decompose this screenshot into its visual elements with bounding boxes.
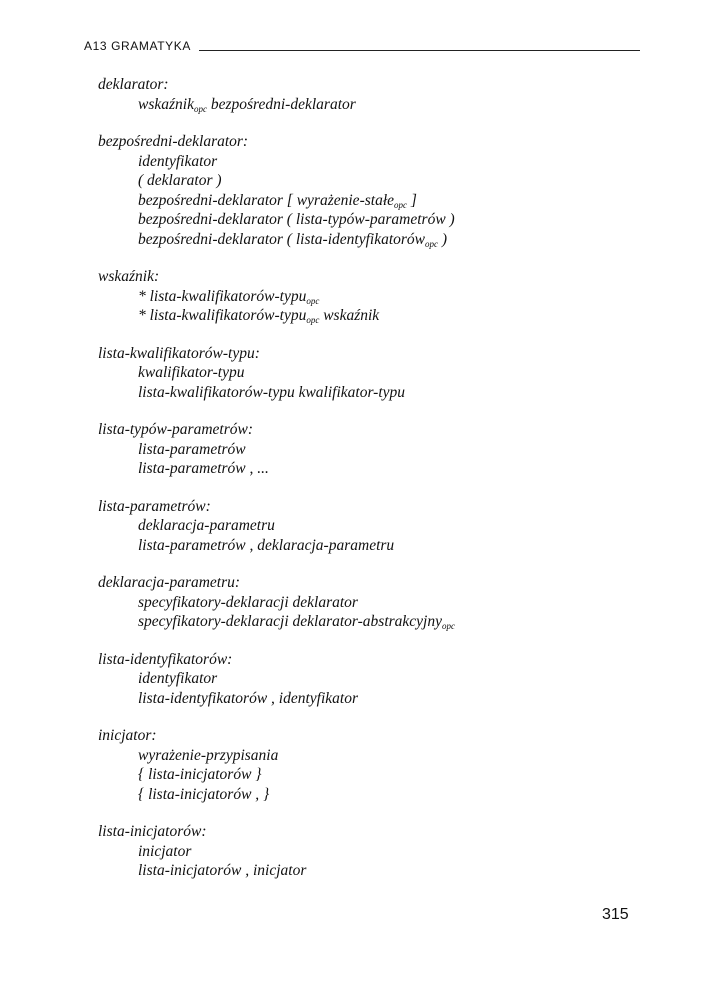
alternative-text: { lista-inicjatorów , }: [138, 785, 270, 803]
alternative-text: * lista-kwalifikatorów-typu: [138, 287, 307, 305]
grammar-rule: [98, 132, 638, 249]
rule-alternative: [98, 516, 638, 536]
alternative-text: wskaźnik: [138, 95, 194, 113]
rule-head: lista-typów-parametrów:: [98, 421, 253, 438]
rule-alternative: [98, 861, 638, 881]
alternative-text: deklaracja-parametru: [138, 517, 275, 534]
rule-alternative: [98, 842, 638, 862]
rule-alternative: [98, 593, 638, 613]
alternative-text: lista-parametrów: [138, 440, 246, 458]
rule-alternative: [98, 765, 638, 785]
alternative-text: identyfikator: [138, 670, 218, 687]
rule-alternative: [98, 785, 638, 805]
rule-alternative: [98, 230, 638, 250]
rule-head: inicjator:: [98, 727, 157, 744]
alternative-text: bezpośredni-deklarator ( lista-identyfikatorów: [138, 230, 425, 248]
optional-marker: opc: [394, 199, 407, 210]
alternative-text-rest: wskaźnik: [319, 307, 380, 324]
alternative-text: lista-parametrów , ...: [138, 460, 269, 477]
grammar-rule: [98, 726, 638, 804]
rule-alternative: [98, 669, 638, 689]
alternative-text: lista-kwalifikatorów-typu kwalifikator-typu: [138, 383, 406, 401]
grammar-rule: [98, 650, 638, 709]
grammar-rule: [98, 344, 638, 403]
rule-head: lista-kwalifikatorów-typu:: [98, 344, 260, 362]
page-number: 315: [602, 906, 629, 923]
rule-head: lista-parametrów:: [98, 497, 211, 515]
rule-alternative: [98, 746, 638, 766]
alternative-text-rest: ): [438, 230, 448, 248]
optional-marker: opc: [425, 238, 438, 249]
rule-alternative: [98, 689, 638, 709]
running-header: [84, 37, 640, 53]
rule-head: lista-identyfikatorów:: [98, 650, 233, 668]
alternative-text: kwalifikator-typu: [138, 364, 245, 381]
alternative-text: specyfikatory-deklaracji deklarator-abstrakcyjny: [138, 613, 442, 630]
rule-alternative: [98, 287, 638, 307]
rule-alternative: [98, 171, 638, 191]
rule-alternative: [98, 191, 638, 211]
alternative-text: { lista-inicjatorów }: [138, 766, 262, 783]
grammar-rule: [98, 420, 638, 479]
rule-alternative: [98, 95, 638, 115]
rule-alternative: [98, 152, 638, 172]
optional-marker: opc: [442, 621, 455, 631]
optional-marker: opc: [306, 315, 320, 325]
alternative-text: specyfikatory-deklaracji deklarator: [138, 593, 358, 611]
optional-marker: opc: [306, 295, 320, 306]
grammar-rule: [98, 75, 638, 114]
section-title: A13 GRAMATYKA: [84, 39, 191, 53]
rule-head: wskaźnik:: [98, 268, 160, 285]
grammar-rule: [98, 822, 638, 881]
rule-head: deklaracja-parametru:: [98, 574, 241, 591]
alternative-text: lista-identyfikatorów , identyfikator: [138, 689, 358, 707]
grammar-rule: [98, 497, 638, 556]
alternative-text: bezpośredni-deklarator ( lista-typów-parametrów ): [138, 211, 455, 228]
rule-alternative: [98, 440, 638, 460]
rule-alternative: [98, 383, 638, 403]
alternative-text: ( deklarator ): [138, 172, 222, 189]
alternative-text: inicjator: [138, 842, 192, 860]
rule-alternative: [98, 536, 638, 556]
alternative-text-rest: bezpośredni-deklarator: [206, 95, 356, 113]
rule-alternative: [98, 363, 638, 383]
alternative-text: lista-parametrów , deklaracja-parametru: [138, 536, 395, 554]
rule-head: deklarator:: [98, 76, 169, 93]
alternative-text: identyfikator: [138, 152, 218, 170]
rule-head: lista-inicjatorów:: [98, 823, 207, 840]
alternative-text: * lista-kwalifikatorów-typu: [138, 307, 307, 324]
rule-alternative: [98, 210, 638, 230]
header-rule: [199, 50, 640, 51]
grammar-rule: [98, 573, 638, 632]
rule-alternative: [98, 306, 638, 326]
alternative-text: wyrażenie-przypisania: [138, 746, 279, 764]
optional-marker: opc: [193, 103, 207, 114]
rule-alternative: [98, 612, 638, 632]
alternative-text: lista-inicjatorów , inicjator: [138, 862, 307, 879]
rule-head: bezpośredni-deklarator:: [98, 133, 249, 150]
rule-alternative: [98, 459, 638, 479]
grammar-productions: [98, 75, 638, 881]
alternative-text-rest: ]: [407, 191, 417, 209]
alternative-text: bezpośredni-deklarator [ wyrażenie-stałe: [138, 191, 394, 209]
grammar-rule: [98, 267, 638, 326]
